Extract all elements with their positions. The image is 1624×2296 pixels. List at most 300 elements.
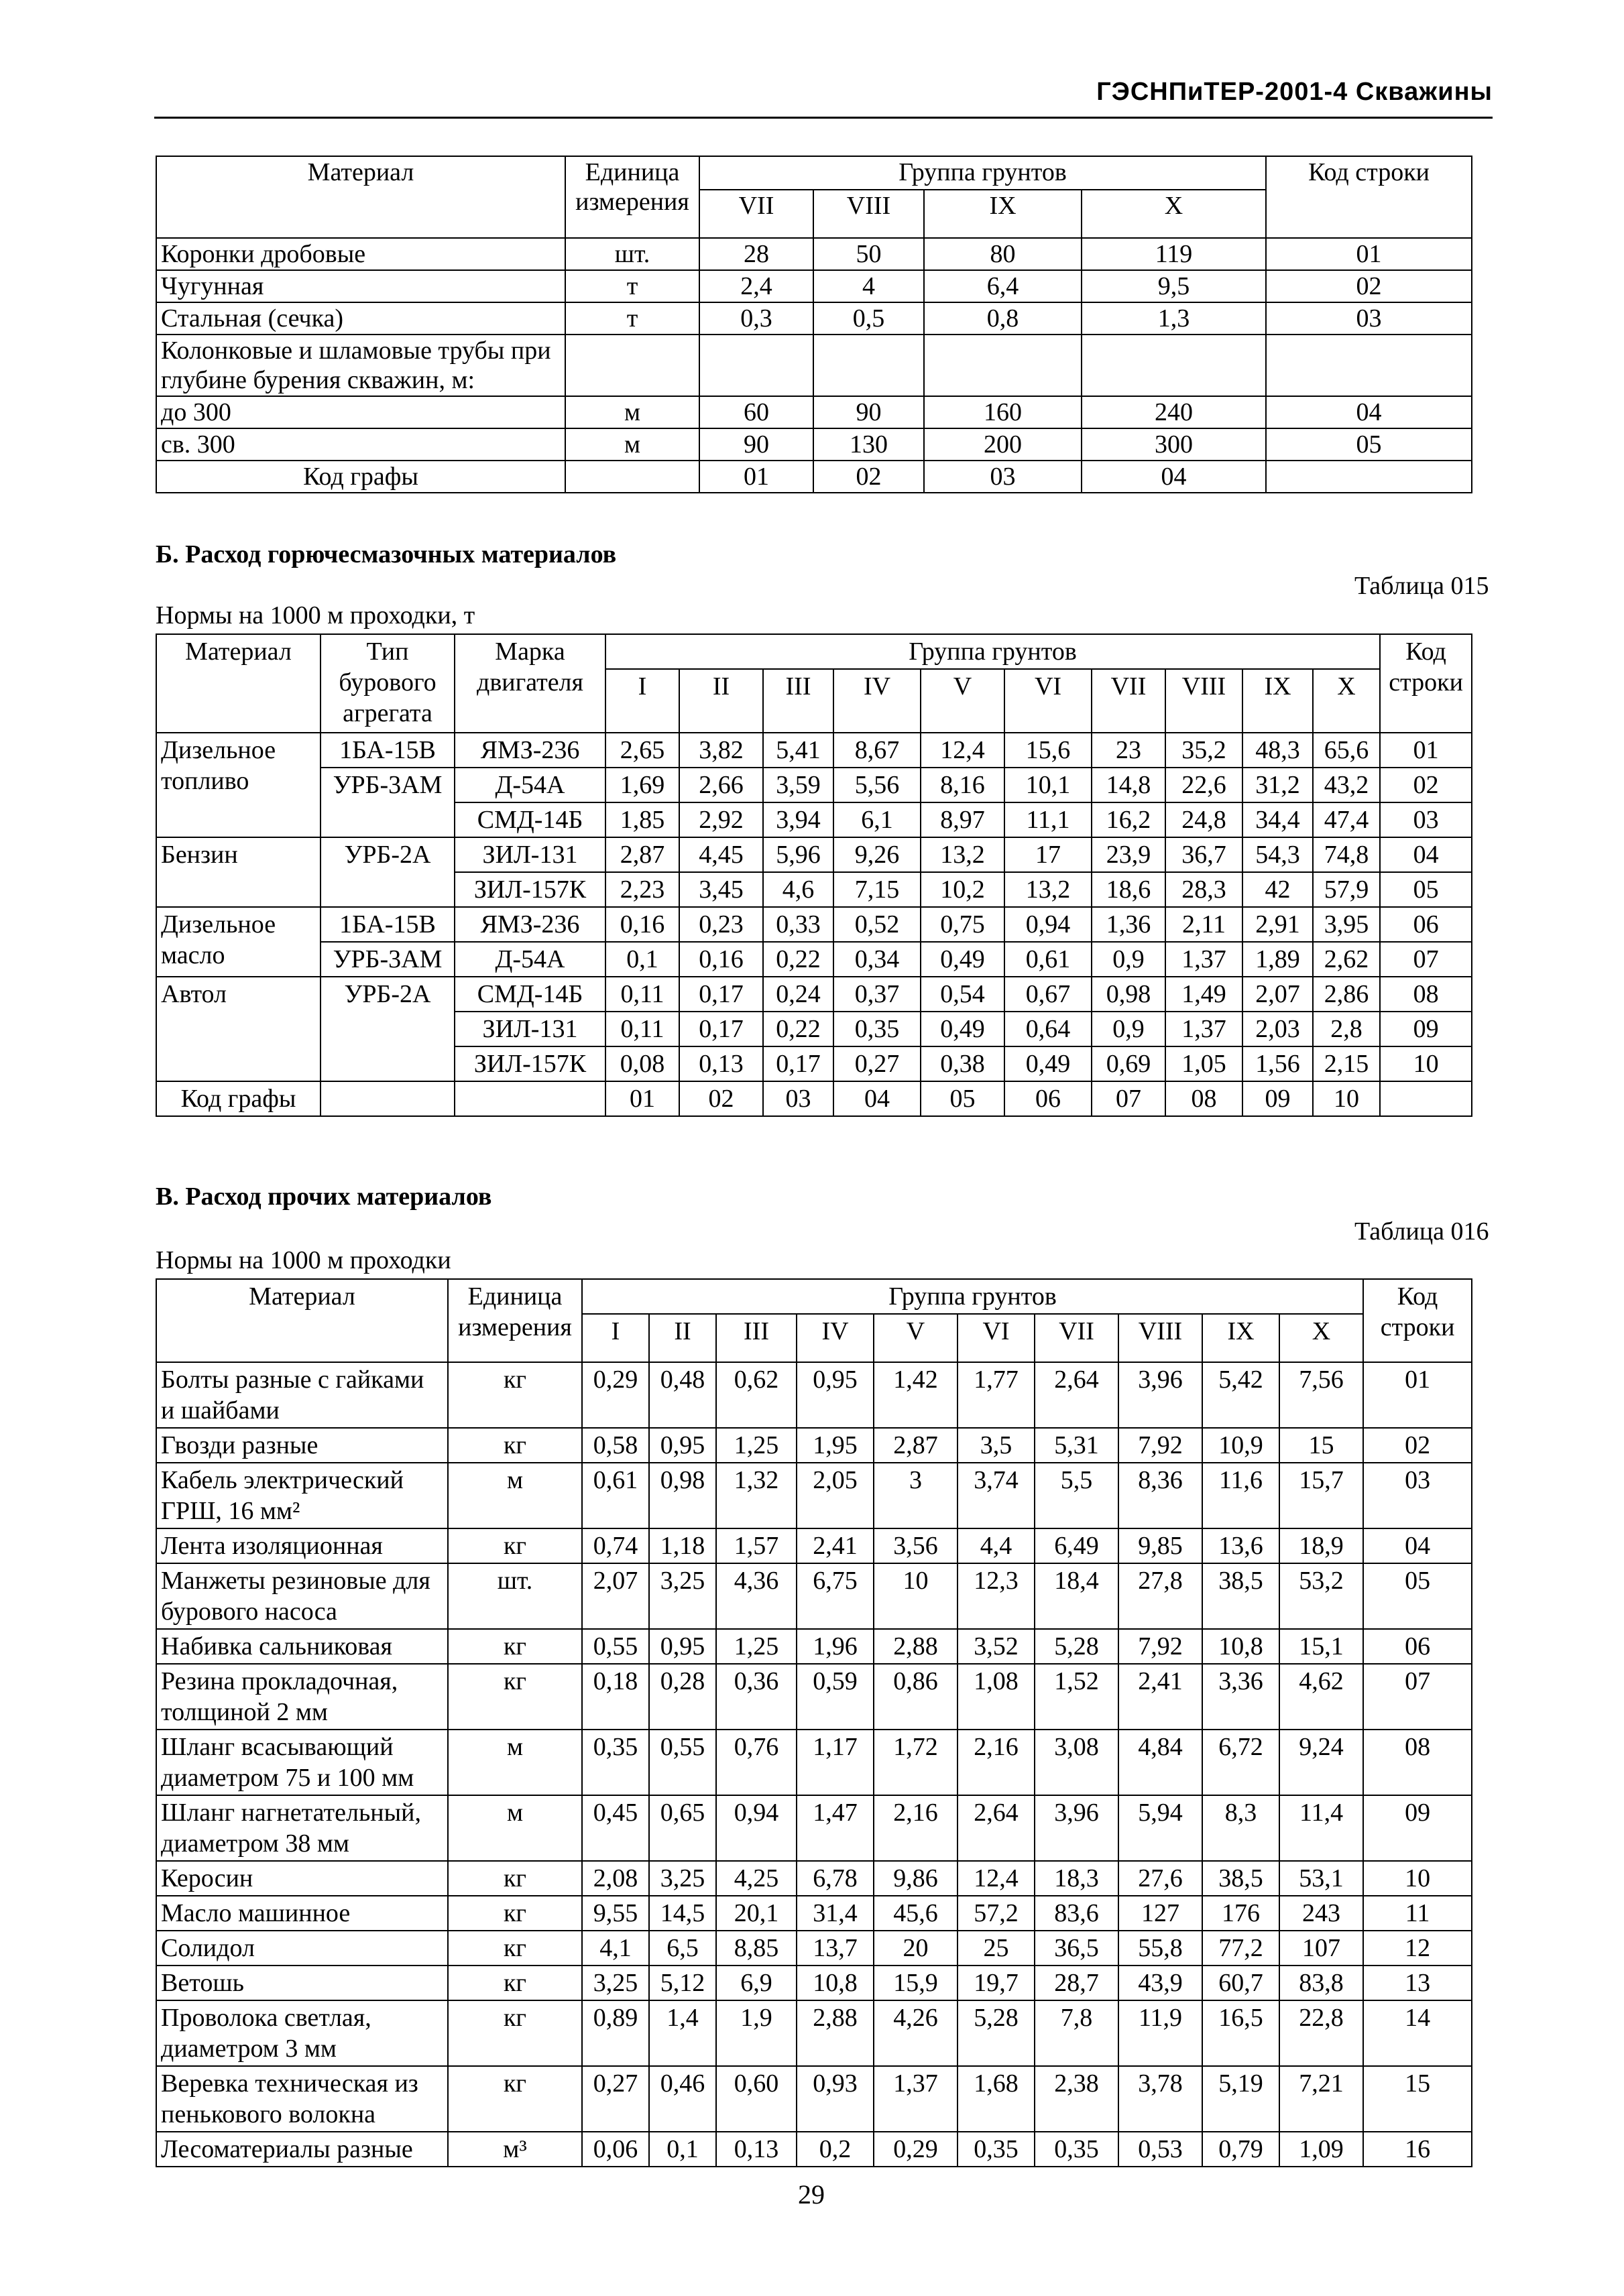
value-cell: 7,56 xyxy=(1279,1362,1363,1428)
value-cell: 3,25 xyxy=(649,1861,716,1896)
value-cell: 0,74 xyxy=(582,1528,649,1563)
header-row-code: Код строки xyxy=(1363,1279,1472,1362)
value-cell: 22,8 xyxy=(1279,2000,1363,2066)
unit: кг xyxy=(448,1931,582,1966)
value-cell: 2,38 xyxy=(1035,2066,1118,2132)
value-cell: 15,6 xyxy=(1004,733,1092,768)
value-cell: 1,09 xyxy=(1279,2132,1363,2167)
unit: кг xyxy=(448,1428,582,1463)
value-cell: 1,37 xyxy=(1165,942,1242,977)
value-cell: 8,3 xyxy=(1202,1795,1279,1861)
material-name: Солидол xyxy=(156,1931,448,1966)
value-cell: 42 xyxy=(1242,872,1313,907)
value-cell: 2,07 xyxy=(1242,977,1313,1012)
header-rig-type: Тип бурового агрегата xyxy=(321,634,455,733)
value-cell: 24,8 xyxy=(1165,802,1242,837)
row-code: 05 xyxy=(1363,1563,1472,1629)
value-cell: 7,21 xyxy=(1279,2066,1363,2132)
value-cell: 4,26 xyxy=(874,2000,958,2066)
value-cell: 0,55 xyxy=(649,1730,716,1795)
value-cell: 2,41 xyxy=(1118,1664,1202,1730)
value-cell: 2,88 xyxy=(874,1629,958,1664)
group-header: II xyxy=(649,1314,716,1362)
value-cell: 3,5 xyxy=(958,1428,1035,1463)
value-cell: 90 xyxy=(699,428,813,461)
value-cell: 1,3 xyxy=(1082,302,1266,335)
group-header: VI xyxy=(958,1314,1035,1362)
material-name: Автол xyxy=(156,977,321,1081)
material-name: Гвозди разные xyxy=(156,1428,448,1463)
table-row xyxy=(156,1966,1472,2000)
value-cell: 1,89 xyxy=(1242,942,1313,977)
engine-model: СМД-14Б xyxy=(455,802,605,837)
value-cell: 0,61 xyxy=(1004,942,1092,977)
row-code: 12 xyxy=(1363,1931,1472,1966)
table-row xyxy=(156,270,1472,302)
material-name: Дизельное топливо xyxy=(156,733,321,837)
value-cell: 3,25 xyxy=(582,1966,649,2000)
value-cell: 0,45 xyxy=(582,1795,649,1861)
table-row xyxy=(156,335,1472,396)
group-header: VII xyxy=(1092,669,1165,733)
footer-empty xyxy=(455,1081,605,1116)
value-cell: 130 xyxy=(813,428,924,461)
unit: кг xyxy=(448,1861,582,1896)
value-cell: 0,35 xyxy=(1035,2132,1118,2167)
footer-code: 01 xyxy=(699,461,813,493)
material-name: Манжеты резиновые для бурового насоса xyxy=(156,1563,448,1629)
value-cell: 2,62 xyxy=(1313,942,1380,977)
value-cell: 5,41 xyxy=(763,733,833,768)
material-name: до 300 xyxy=(156,396,565,428)
value-cell: 0,3 xyxy=(699,302,813,335)
group-header: IX xyxy=(1242,669,1313,733)
row-code: 08 xyxy=(1380,977,1472,1012)
value-cell: 10,8 xyxy=(797,1966,874,2000)
value-cell: 240 xyxy=(1082,396,1266,428)
unit: шт. xyxy=(448,1563,582,1629)
table-drill-materials xyxy=(156,156,1472,493)
value-cell: 18,4 xyxy=(1035,1563,1118,1629)
value-cell: 3,08 xyxy=(1035,1730,1118,1795)
value-cell: 0,46 xyxy=(649,2066,716,2132)
row-code: 09 xyxy=(1380,1012,1472,1046)
value-cell: 1,96 xyxy=(797,1629,874,1664)
page-number: 29 xyxy=(798,2179,825,2210)
value-cell: 0,13 xyxy=(716,2132,797,2167)
value-cell: 10,9 xyxy=(1202,1428,1279,1463)
value-cell: 176 xyxy=(1202,1896,1279,1931)
value-cell: 1,49 xyxy=(1165,977,1242,1012)
material-name: Бензин xyxy=(156,837,321,907)
value-cell: 20 xyxy=(874,1931,958,1966)
value-cell: 7,92 xyxy=(1118,1428,1202,1463)
group-header: II xyxy=(679,669,763,733)
value-cell: 10,2 xyxy=(921,872,1004,907)
engine-model: Д-54А xyxy=(455,768,605,802)
value-cell: 5,96 xyxy=(763,837,833,872)
value-cell: 243 xyxy=(1279,1896,1363,1931)
value-cell: 3,25 xyxy=(649,1563,716,1629)
value-cell: 1,77 xyxy=(958,1362,1035,1428)
table-row xyxy=(156,302,1472,335)
row-code: 15 xyxy=(1363,2066,1472,2132)
value-cell: 0,79 xyxy=(1202,2132,1279,2167)
value-cell: 127 xyxy=(1118,1896,1202,1931)
row-code: 04 xyxy=(1363,1528,1472,1563)
unit: м xyxy=(448,1463,582,1528)
value-cell: 0,94 xyxy=(716,1795,797,1861)
table-row xyxy=(156,768,1472,802)
value-cell: 12,4 xyxy=(958,1861,1035,1896)
row-code: 16 xyxy=(1363,2132,1472,2167)
material-name: св. 300 xyxy=(156,428,565,461)
value-cell: 1,85 xyxy=(605,802,679,837)
material-name: Болты разные с гайками и шайбами xyxy=(156,1362,448,1428)
value-cell: 0,9 xyxy=(1092,942,1165,977)
engine-model: ЗИЛ-131 xyxy=(455,837,605,872)
group-header: IX xyxy=(1202,1314,1279,1362)
engine-model: ЗИЛ-157К xyxy=(455,1046,605,1081)
table-body xyxy=(156,733,1472,1081)
value-cell: 15 xyxy=(1279,1428,1363,1463)
page-header xyxy=(154,75,1493,119)
value-cell: 3,74 xyxy=(958,1463,1035,1528)
value-cell: 0,5 xyxy=(813,302,924,335)
value-cell: 4,25 xyxy=(716,1861,797,1896)
material-name: Дизельное масло xyxy=(156,907,321,977)
value-cell: 60 xyxy=(699,396,813,428)
value-cell: 3,56 xyxy=(874,1528,958,1563)
value-cell: 0,24 xyxy=(763,977,833,1012)
value-cell: 0,58 xyxy=(582,1428,649,1463)
material-name: Резина прокладочная, толщиной 2 мм xyxy=(156,1664,448,1730)
value-cell: 0,29 xyxy=(582,1362,649,1428)
value-cell: 0,75 xyxy=(921,907,1004,942)
value-cell: 57,9 xyxy=(1313,872,1380,907)
value-cell: 38,5 xyxy=(1202,1563,1279,1629)
value-cell: 3,82 xyxy=(679,733,763,768)
value-cell: 0,23 xyxy=(679,907,763,942)
value-cell: 15,1 xyxy=(1279,1629,1363,1664)
value-cell: 2,92 xyxy=(679,802,763,837)
header-material: Материал xyxy=(156,156,565,238)
footer-code: 10 xyxy=(1313,1081,1380,1116)
value-cell: 0,55 xyxy=(582,1629,649,1664)
value-cell: 119 xyxy=(1082,238,1266,270)
value-cell: 9,85 xyxy=(1118,1528,1202,1563)
value-cell: 1,37 xyxy=(874,2066,958,2132)
value-cell: 3,94 xyxy=(763,802,833,837)
header-soil-group: Группа грунтов xyxy=(605,634,1380,669)
value-cell: 0,33 xyxy=(763,907,833,942)
value-cell: 1,18 xyxy=(649,1528,716,1563)
footer-label: Код графы xyxy=(156,461,565,493)
footer-code: 02 xyxy=(813,461,924,493)
value-cell: 36,7 xyxy=(1165,837,1242,872)
value-cell: 1,68 xyxy=(958,2066,1035,2132)
table-body xyxy=(156,238,1472,461)
table-row xyxy=(156,396,1472,428)
value-cell: 0,16 xyxy=(679,942,763,977)
value-cell: 25 xyxy=(958,1931,1035,1966)
value-cell: 6,4 xyxy=(924,270,1082,302)
row-code: 01 xyxy=(1380,733,1472,768)
value-cell: 16,5 xyxy=(1202,2000,1279,2066)
group-header: V xyxy=(921,669,1004,733)
unit: м xyxy=(448,1795,582,1861)
row-code: 01 xyxy=(1266,238,1472,270)
value-cell: 0,11 xyxy=(605,1012,679,1046)
value-cell: 1,47 xyxy=(797,1795,874,1861)
value-cell: 53,2 xyxy=(1279,1563,1363,1629)
value-cell: 65,6 xyxy=(1313,733,1380,768)
table-row xyxy=(156,2066,1472,2132)
footer-code: 01 xyxy=(605,1081,679,1116)
value-cell: 0,2 xyxy=(797,2132,874,2167)
row-code: 13 xyxy=(1363,1966,1472,2000)
header-soil-group: Группа грунтов xyxy=(699,156,1266,190)
group-header: VI xyxy=(1004,669,1092,733)
group-header: V xyxy=(874,1314,958,1362)
footer-code: 06 xyxy=(1004,1081,1092,1116)
row-code: 03 xyxy=(1380,802,1472,837)
value-cell: 0,35 xyxy=(958,2132,1035,2167)
value-cell: 1,17 xyxy=(797,1730,874,1795)
value-cell: 0,17 xyxy=(679,977,763,1012)
row-code: 05 xyxy=(1266,428,1472,461)
table-015-label: Таблица 015 xyxy=(1354,572,1489,600)
value-cell: 0,86 xyxy=(874,1664,958,1730)
value-cell: 3,96 xyxy=(1035,1795,1118,1861)
value-cell: 4,84 xyxy=(1118,1730,1202,1795)
value-cell: 0,65 xyxy=(649,1795,716,1861)
value-cell: 0,67 xyxy=(1004,977,1092,1012)
value-cell: 0,37 xyxy=(833,977,921,1012)
table-row xyxy=(156,1528,1472,1563)
material-name: Шланг нагнетательный, диаметром 38 мм xyxy=(156,1795,448,1861)
value-cell: 0,95 xyxy=(649,1428,716,1463)
value-cell: 2,23 xyxy=(605,872,679,907)
group-header: VIII xyxy=(1165,669,1242,733)
row-code: 07 xyxy=(1363,1664,1472,1730)
value-cell: 1,56 xyxy=(1242,1046,1313,1081)
value-cell: 90 xyxy=(813,396,924,428)
value-cell: 9,55 xyxy=(582,1896,649,1931)
value-cell: 13,6 xyxy=(1202,1528,1279,1563)
value-cell: 31,2 xyxy=(1242,768,1313,802)
value-cell: 2,08 xyxy=(582,1861,649,1896)
value-cell: 22,6 xyxy=(1165,768,1242,802)
value-cell: 0,53 xyxy=(1118,2132,1202,2167)
group-header: VII xyxy=(1035,1314,1118,1362)
section-v-title: В. Расход прочих материалов xyxy=(156,1183,492,1211)
engine-model: ЯМЗ-236 xyxy=(455,907,605,942)
value-cell: 43,9 xyxy=(1118,1966,1202,2000)
footer-code: 04 xyxy=(1082,461,1266,493)
row-code: 04 xyxy=(1380,837,1472,872)
value-cell: 19,7 xyxy=(958,1966,1035,2000)
table-row xyxy=(156,907,1472,942)
rig-type: УРБ-2А xyxy=(321,977,455,1081)
section-b-title: Б. Расход горючесмазочных материалов xyxy=(156,540,617,568)
row-code: 07 xyxy=(1380,942,1472,977)
unit: кг xyxy=(448,1966,582,2000)
value-cell: 2,41 xyxy=(797,1528,874,1563)
value-cell: 2,64 xyxy=(958,1795,1035,1861)
value-cell: 5,31 xyxy=(1035,1428,1118,1463)
value-cell: 0,69 xyxy=(1092,1046,1165,1081)
value-cell: 7,15 xyxy=(833,872,921,907)
value-cell: 0,27 xyxy=(833,1046,921,1081)
footer-code: 02 xyxy=(679,1081,763,1116)
unit: кг xyxy=(448,1629,582,1664)
engine-model: СМД-14Б xyxy=(455,977,605,1012)
value-cell: 2,66 xyxy=(679,768,763,802)
table-row xyxy=(156,1861,1472,1896)
value-cell: 0,9 xyxy=(1092,1012,1165,1046)
footer-code: 03 xyxy=(924,461,1082,493)
value-cell: 57,2 xyxy=(958,1896,1035,1931)
unit: кг xyxy=(448,1896,582,1931)
material-name: Набивка сальниковая xyxy=(156,1629,448,1664)
value-cell: 0,95 xyxy=(649,1629,716,1664)
unit: м xyxy=(565,428,699,461)
value-cell: 0,64 xyxy=(1004,1012,1092,1046)
value-cell: 2,87 xyxy=(605,837,679,872)
value-cell: 160 xyxy=(924,396,1082,428)
value-cell: 1,37 xyxy=(1165,1012,1242,1046)
material-name: Чугунная xyxy=(156,270,565,302)
value-cell: 0,1 xyxy=(605,942,679,977)
value-cell: 3,36 xyxy=(1202,1664,1279,1730)
value-cell: 1,25 xyxy=(716,1428,797,1463)
table-row xyxy=(156,1563,1472,1629)
value-cell: 0,62 xyxy=(716,1362,797,1428)
group-header: III xyxy=(716,1314,797,1362)
value-cell: 35,2 xyxy=(1165,733,1242,768)
value-cell: 5,42 xyxy=(1202,1362,1279,1428)
value-cell: 2,16 xyxy=(958,1730,1035,1795)
value-cell: 1,08 xyxy=(958,1664,1035,1730)
row-code: 10 xyxy=(1363,1861,1472,1896)
value-cell: 0,35 xyxy=(833,1012,921,1046)
value-cell: 0,13 xyxy=(679,1046,763,1081)
footer-code: 05 xyxy=(921,1081,1004,1116)
value-cell: 1,05 xyxy=(1165,1046,1242,1081)
row-code: 01 xyxy=(1363,1362,1472,1428)
header-material: Материал xyxy=(156,1279,448,1362)
value-cell: 2,8 xyxy=(1313,1012,1380,1046)
value-cell: 2,4 xyxy=(699,270,813,302)
value-cell: 3,59 xyxy=(763,768,833,802)
value-cell: 0,49 xyxy=(1004,1046,1092,1081)
value-cell: 1,42 xyxy=(874,1362,958,1428)
footer-code: 04 xyxy=(833,1081,921,1116)
value-cell: 12,3 xyxy=(958,1563,1035,1629)
value-cell: 10,8 xyxy=(1202,1629,1279,1664)
value-cell xyxy=(1082,335,1266,396)
value-cell: 0,98 xyxy=(1092,977,1165,1012)
group-header: VIII xyxy=(813,190,924,238)
table-row xyxy=(156,1795,1472,1861)
material-name: Веревка техническая из пенькового волокна xyxy=(156,2066,448,2132)
table-row xyxy=(156,977,1472,1012)
value-cell: 8,67 xyxy=(833,733,921,768)
value-cell: 2,86 xyxy=(1313,977,1380,1012)
value-cell: 0,22 xyxy=(763,942,833,977)
value-cell: 8,85 xyxy=(716,1931,797,1966)
value-cell: 15,7 xyxy=(1279,1463,1363,1528)
row-code xyxy=(1266,335,1472,396)
value-cell: 0,49 xyxy=(921,942,1004,977)
table-other-materials xyxy=(156,1278,1472,2167)
table-row xyxy=(156,238,1472,270)
value-cell: 2,16 xyxy=(874,1795,958,1861)
row-code: 08 xyxy=(1363,1730,1472,1795)
value-cell: 0,22 xyxy=(763,1012,833,1046)
value-cell: 6,49 xyxy=(1035,1528,1118,1563)
unit: кг xyxy=(448,1362,582,1428)
value-cell: 13,7 xyxy=(797,1931,874,1966)
table-row xyxy=(156,1362,1472,1428)
value-cell: 5,5 xyxy=(1035,1463,1118,1528)
value-cell: 10 xyxy=(874,1563,958,1629)
unit: кг xyxy=(448,2066,582,2132)
material-name: Колонковые и шламовые трубы при глубине бурения скважин, м: xyxy=(156,335,565,396)
footer-empty xyxy=(565,461,699,493)
table-row xyxy=(156,2132,1472,2167)
row-code: 09 xyxy=(1363,1795,1472,1861)
value-cell: 28,3 xyxy=(1165,872,1242,907)
value-cell: 28,7 xyxy=(1035,1966,1118,2000)
value-cell: 15,9 xyxy=(874,1966,958,2000)
value-cell: 1,72 xyxy=(874,1730,958,1795)
header-row-code: Код строки xyxy=(1380,634,1472,733)
material-name: Шланг всасывающий диаметром 75 и 100 мм xyxy=(156,1730,448,1795)
value-cell: 16,2 xyxy=(1092,802,1165,837)
value-cell: 3,45 xyxy=(679,872,763,907)
value-cell: 2,07 xyxy=(582,1563,649,1629)
group-header: IV xyxy=(797,1314,874,1362)
unit: т xyxy=(565,270,699,302)
row-code: 14 xyxy=(1363,2000,1472,2066)
value-cell: 1,4 xyxy=(649,2000,716,2066)
value-cell: 2,87 xyxy=(874,1428,958,1463)
engine-model: ЯМЗ-236 xyxy=(455,733,605,768)
value-cell: 4,1 xyxy=(582,1931,649,1966)
value-cell: 50 xyxy=(813,238,924,270)
header-row-code: Код строки xyxy=(1266,156,1472,238)
value-cell: 9,86 xyxy=(874,1861,958,1896)
value-cell: 4,4 xyxy=(958,1528,1035,1563)
value-cell: 8,36 xyxy=(1118,1463,1202,1528)
value-cell: 48,3 xyxy=(1242,733,1313,768)
value-cell: 9,26 xyxy=(833,837,921,872)
value-cell: 6,72 xyxy=(1202,1730,1279,1795)
value-cell: 0,8 xyxy=(924,302,1082,335)
table-row xyxy=(156,1896,1472,1931)
value-cell: 1,95 xyxy=(797,1428,874,1463)
value-cell: 300 xyxy=(1082,428,1266,461)
value-cell: 3 xyxy=(874,1463,958,1528)
unit: м³ xyxy=(448,2132,582,2167)
footer-code: 09 xyxy=(1242,1081,1313,1116)
value-cell: 18,6 xyxy=(1092,872,1165,907)
table-row xyxy=(156,942,1472,977)
material-name: Ветошь xyxy=(156,1966,448,2000)
row-code: 10 xyxy=(1380,1046,1472,1081)
